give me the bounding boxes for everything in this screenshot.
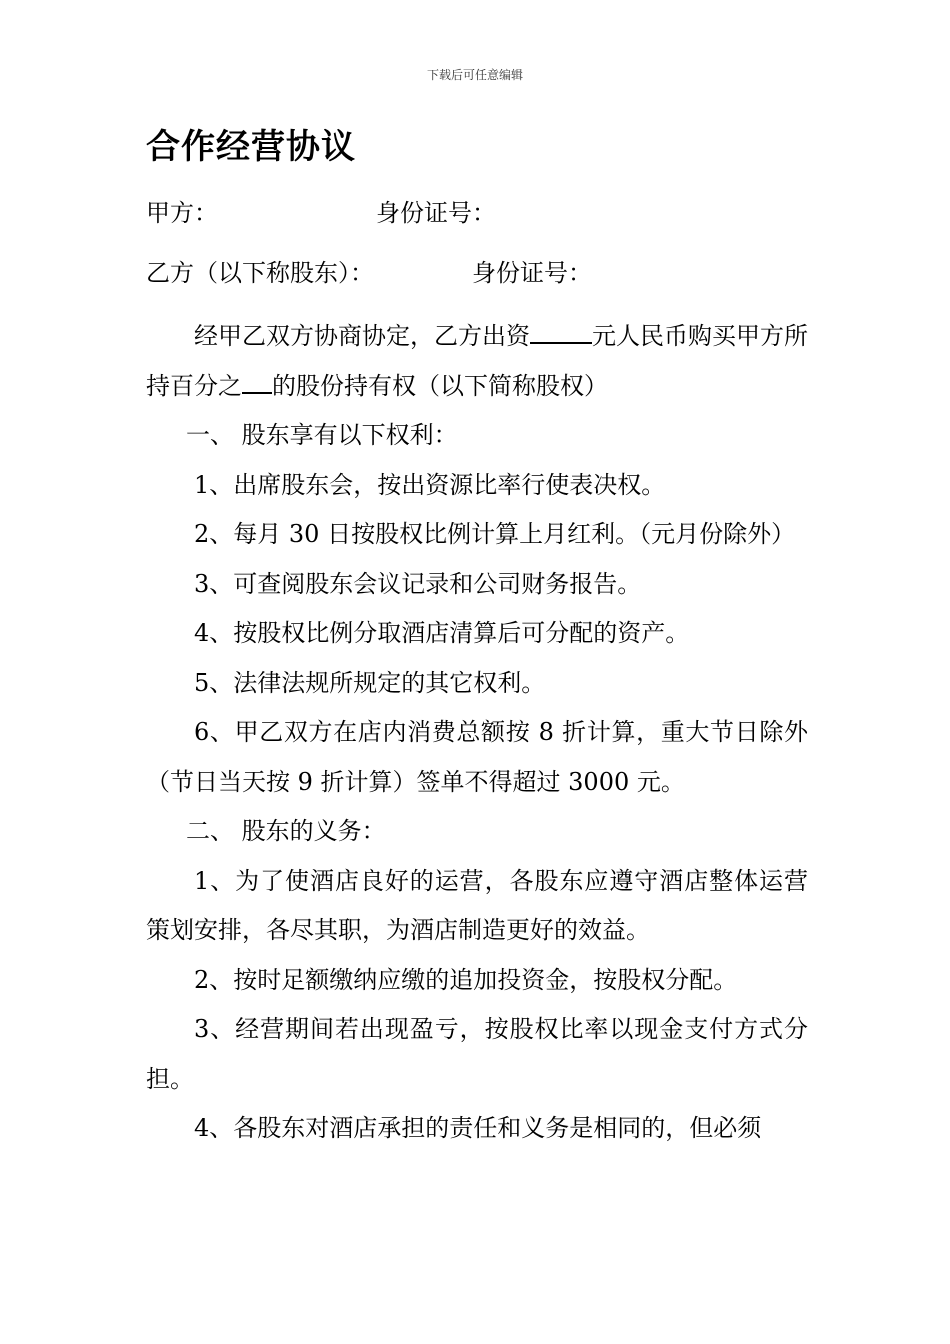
intro-text-2: 元人民币购买甲方所持百分之: [146, 322, 808, 400]
header-note: 下载后可任意编辑: [426, 68, 523, 82]
intro-text-1: 经甲乙双方协商协定，乙方出资: [194, 322, 530, 350]
section-2-item: 1、为了使酒店良好的运营，各股东应遵守酒店整体运营策划安排，各尽其职，为酒店制造更好的效益。: [146, 866, 808, 944]
section-2-item: 2、按时足额缴纳应缴的追加投资金，按股权分配。: [194, 965, 738, 994]
amount-blank: [530, 316, 592, 344]
party-a-line: [146, 196, 496, 230]
agreement-body: [146, 312, 808, 1154]
document-title: 合作经营协议: [146, 127, 356, 167]
section-2-heading: 二、 股东的义务：: [186, 817, 386, 845]
intro-paragraph: [146, 312, 808, 411]
party-a-label: 甲方：: [146, 199, 218, 227]
section-1-item: 3、可查阅股东会议记录和公司财务报告。: [194, 569, 642, 598]
section-1-item: 6、甲乙双方在店内消费总额按 8 折计算，重大节日除外（节日当天按 9 折计算）签单不得超过 3000 元。: [146, 718, 808, 796]
section-1-heading: 一、 股东享有以下权利：: [186, 421, 458, 449]
section-1-item: 2、每月 30 日按股权比例计算上月红利。（元月份除外）: [194, 520, 796, 548]
party-b-id-label: 身份证号：: [472, 259, 592, 287]
section-1-item: 4、按股权比例分取酒店清算后可分配的资产。: [194, 619, 690, 647]
section-1-item: 5、法律法规所规定的其它权利。: [194, 668, 546, 697]
section-1-item: 1、出席股东会，按出资源比率行使表决权。: [194, 470, 666, 499]
section-2-item: 3、经营期间若出现盈亏，按股权比率以现金支付方式分担。: [146, 1015, 808, 1093]
party-b-label: 乙方（以下称股东）：: [146, 259, 374, 287]
party-a-id-label: 身份证号：: [376, 199, 496, 227]
intro-text-3: 的股份持有权（以下简称股权）: [272, 371, 608, 400]
percentage-blank: [242, 366, 272, 394]
party-b-line: [146, 256, 592, 290]
section-2-item: 4、各股东对酒店承担的责任和义务是相同的，但必须: [194, 1114, 762, 1142]
